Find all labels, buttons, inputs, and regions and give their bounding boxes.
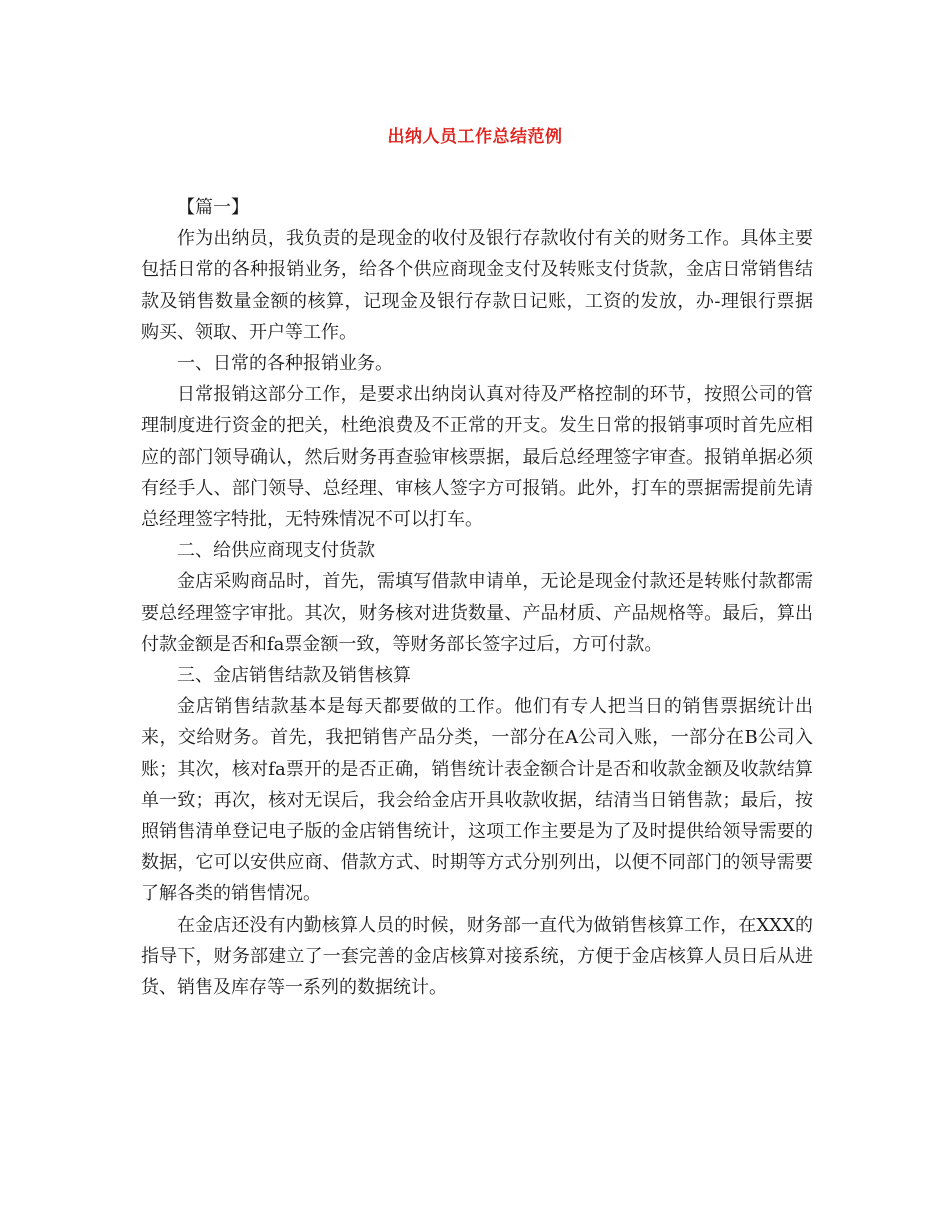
paragraph-supplier-payment: 金店采购商品时，首先，需填写借款申请单，无论是现金付款还是转账付款都需要总经理签字审批。其次，财务核对进货数量、产品材质、产品规格等。最后，算出付款金额是否和fa票金额一致，等财务部长签字过后，方可付款。 [141, 571, 813, 655]
part-label: 【篇一】 [177, 197, 249, 218]
paragraph-accounting-system: 在金店还没有内勤核算人员的时候，财务部一直代为做销售核算工作，在XXX的指导下，财务部建立了一套完善的金店核算对接系统，方便于金店核算人员日后从进货、销售及库存等一系列的数据统计。 [141, 914, 813, 999]
document-body [141, 192, 813, 1003]
document-title: 出纳人员工作总结范例 [387, 127, 563, 147]
paragraph-reimbursement: 日常报销这部分工作，是要求出纳岗认真对待及严格控制的环节，按照公司的管理制度进行资金的把关，杜绝浪费及不正常的开支。发生日常的报销事项时首先应相应的部门领导确认，然后财务再查验审核票据，最后总经理签字审查。报销单据必须有经手人、部门领导、总经理、审核人签字方可报销。此外，打车的票据需提前先请总经理签字特批，无特殊情况不可以打车。 [141, 384, 813, 531]
section-heading-3: 三、金店销售结款及销售核算 [177, 665, 411, 687]
paragraph-sales-settlement: 金店销售结款基本是每天都要做的工作。他们有专人把当日的销售票据统计出来，交给财务。首先，我把销售产品分类，一部分在A公司入账，一部分在B公司入账；其次，核对fa票开的是否正确，销售统计表金额合计是否和收款金额及收款结算单一致；再次，核对无误后，我会给金店开具收款收据，结清当日销售款；最后，按照销售清单登记电子版的金店销售统计，这项工作主要是为了及时提供给领导需要的数据，它可以安供应商、借款方式、时期等方式分别列出，以便不同部门的领导需要了解各类的销售情况。 [141, 696, 813, 905]
section-heading-2: 二、给供应商现支付货款 [177, 540, 375, 562]
section-heading-1: 一、日常的各种报销业务。 [177, 353, 393, 375]
paragraph-intro: 作为出纳员，我负责的是现金的收付及银行存款收付有关的财务工作。具体主要包括日常的各种报销业务，给各个供应商现金支付及转账支付货款，金店日常销售结款及销售数量金额的核算，记现金及银行存款日记账，工资的发放，办-理银行票据购买、领取、开户等工作。 [141, 228, 813, 343]
